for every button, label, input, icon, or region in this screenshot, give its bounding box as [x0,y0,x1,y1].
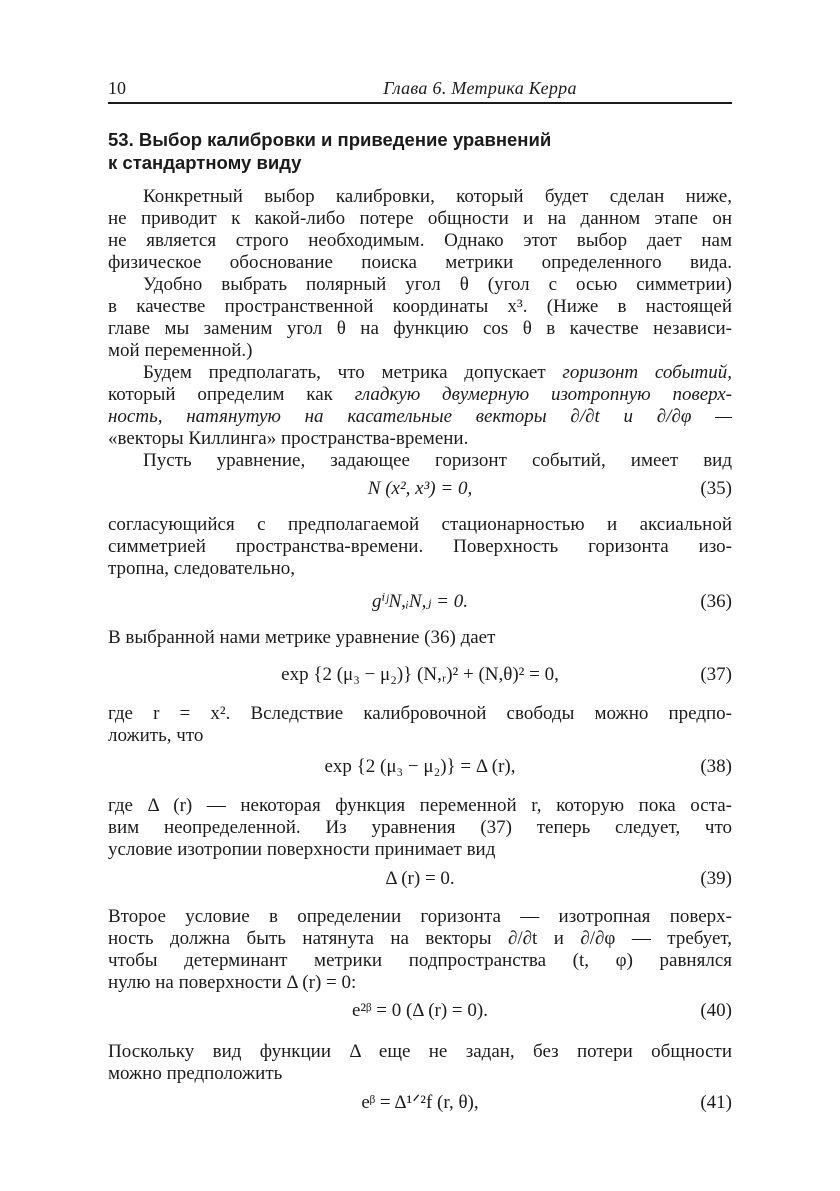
text-line: главе мы заменим угол θ на функцию cos θ в качестве независи- [108,318,732,339]
equation-formula: eᵝ = Δ¹ᐟ²f (r, θ), [361,1092,479,1113]
text-line: где r = x². Вследствие калибровочной свободы можно предпо- [108,703,732,724]
section-title-line: к стандартному виду [108,152,302,173]
text-line: условие изотропии поверхности принимает вид [108,839,496,860]
equation-formula: exp {2 (μ₃ − μ₂)} = Δ (r), [324,756,516,777]
text-line: можно предположить [108,1063,283,1084]
text-line: Конкретный выбор калибровки, который будет сделан ниже, [143,186,732,207]
text-line: согласующийся с предполагаемой стационарностью и аксиальной [108,514,732,535]
text-line: вим неопределенной. Из уравнения (37) теперь следует, что [108,817,732,838]
text-line [143,362,732,384]
text-line: ложить, что [108,725,204,746]
equation-number: (41) [700,1092,732,1113]
equation-number: (36) [700,591,732,612]
text-line: симметрией пространства-времени. Поверхность горизонта изо- [108,536,732,557]
text-line: ность должна быть натянута на векторы ∂/∂t и ∂/∂φ — требует, [108,928,732,949]
equation-38 [108,754,732,780]
equation-formula: Δ (r) = 0. [385,868,455,889]
equation-number: (39) [700,868,732,889]
section-title-line: 53. Выбор калибровки и приведение уравнений [108,129,552,150]
text-line: «векторы Киллинга» пространства-времени. [108,428,469,449]
equation-formula: exp {2 (μ₃ − μ₂)} (N,ᵣ)² + (N,θ)² = 0, [281,664,559,685]
equation-41 [108,1090,732,1116]
text-line: нулю на поверхности Δ (r) = 0: [108,972,357,993]
text-line: не приводит к какой-либо потере общности и на данном этапе он [108,208,732,229]
equation-40 [108,998,732,1024]
text-line: где Δ (r) — некоторая функция переменной r, которую пока оста- [108,795,732,816]
text-line: физическое обоснование поиска метрики определенного вида. [108,252,732,273]
equation-formula: e²ᵝ = 0 (Δ (r) = 0). [352,1000,488,1021]
text-line: Удобно выбрать полярный угол θ (угол с осью симметрии) [143,274,732,295]
text-line [108,384,732,406]
equation-39 [108,866,732,892]
equation-formula: gⁱʲN,ᵢN,ⱼ = 0. [372,591,468,612]
equation-37 [108,662,732,688]
section-title [108,128,728,174]
equation-number: (35) [700,478,732,499]
equation-number: (37) [700,664,732,685]
text-line: мой переменной.) [108,340,253,361]
text-line: В выбранной нами метрике уравнение (36) дает [108,627,496,648]
equation-number: (40) [700,1000,732,1021]
equation-35 [108,476,732,502]
running-title: Глава 6. Метрика Керра [383,78,577,98]
text-line: Пусть уравнение, задающее горизонт событий, имеет вид [143,450,732,471]
equation-formula: N (x², x³) = 0, [367,478,473,499]
text-line: Второе условие в определении горизонта — изотропная поверх- [108,906,732,927]
text-line: в качестве пространственной координаты x³. (Ниже в настоящей [108,296,732,317]
text-run: который определим как [108,384,355,405]
text-line: Поскольку вид функции Δ еще не задан, без потери общности [108,1041,732,1062]
italic-term: гладкую двумерную изотропную поверх- [354,384,733,405]
text-line: чтобы детерминант метрики подпространства (t, φ) равнялся [108,950,732,971]
text-line: тропна, следовательно, [108,558,296,579]
page-header [108,76,732,104]
equation-number: (38) [700,756,732,777]
text-run: Будем предполагать, что метрика допускает [143,362,563,383]
page-number: 10 [108,78,126,98]
text-line: не является строго необходимым. Однако этот выбор дает нам [108,230,732,251]
italic-term: горизонт событий, [562,362,732,383]
equation-36 [108,589,732,615]
text-line: ность, натянутую на касательные векторы ∂/∂t и ∂/∂φ — [108,406,732,427]
